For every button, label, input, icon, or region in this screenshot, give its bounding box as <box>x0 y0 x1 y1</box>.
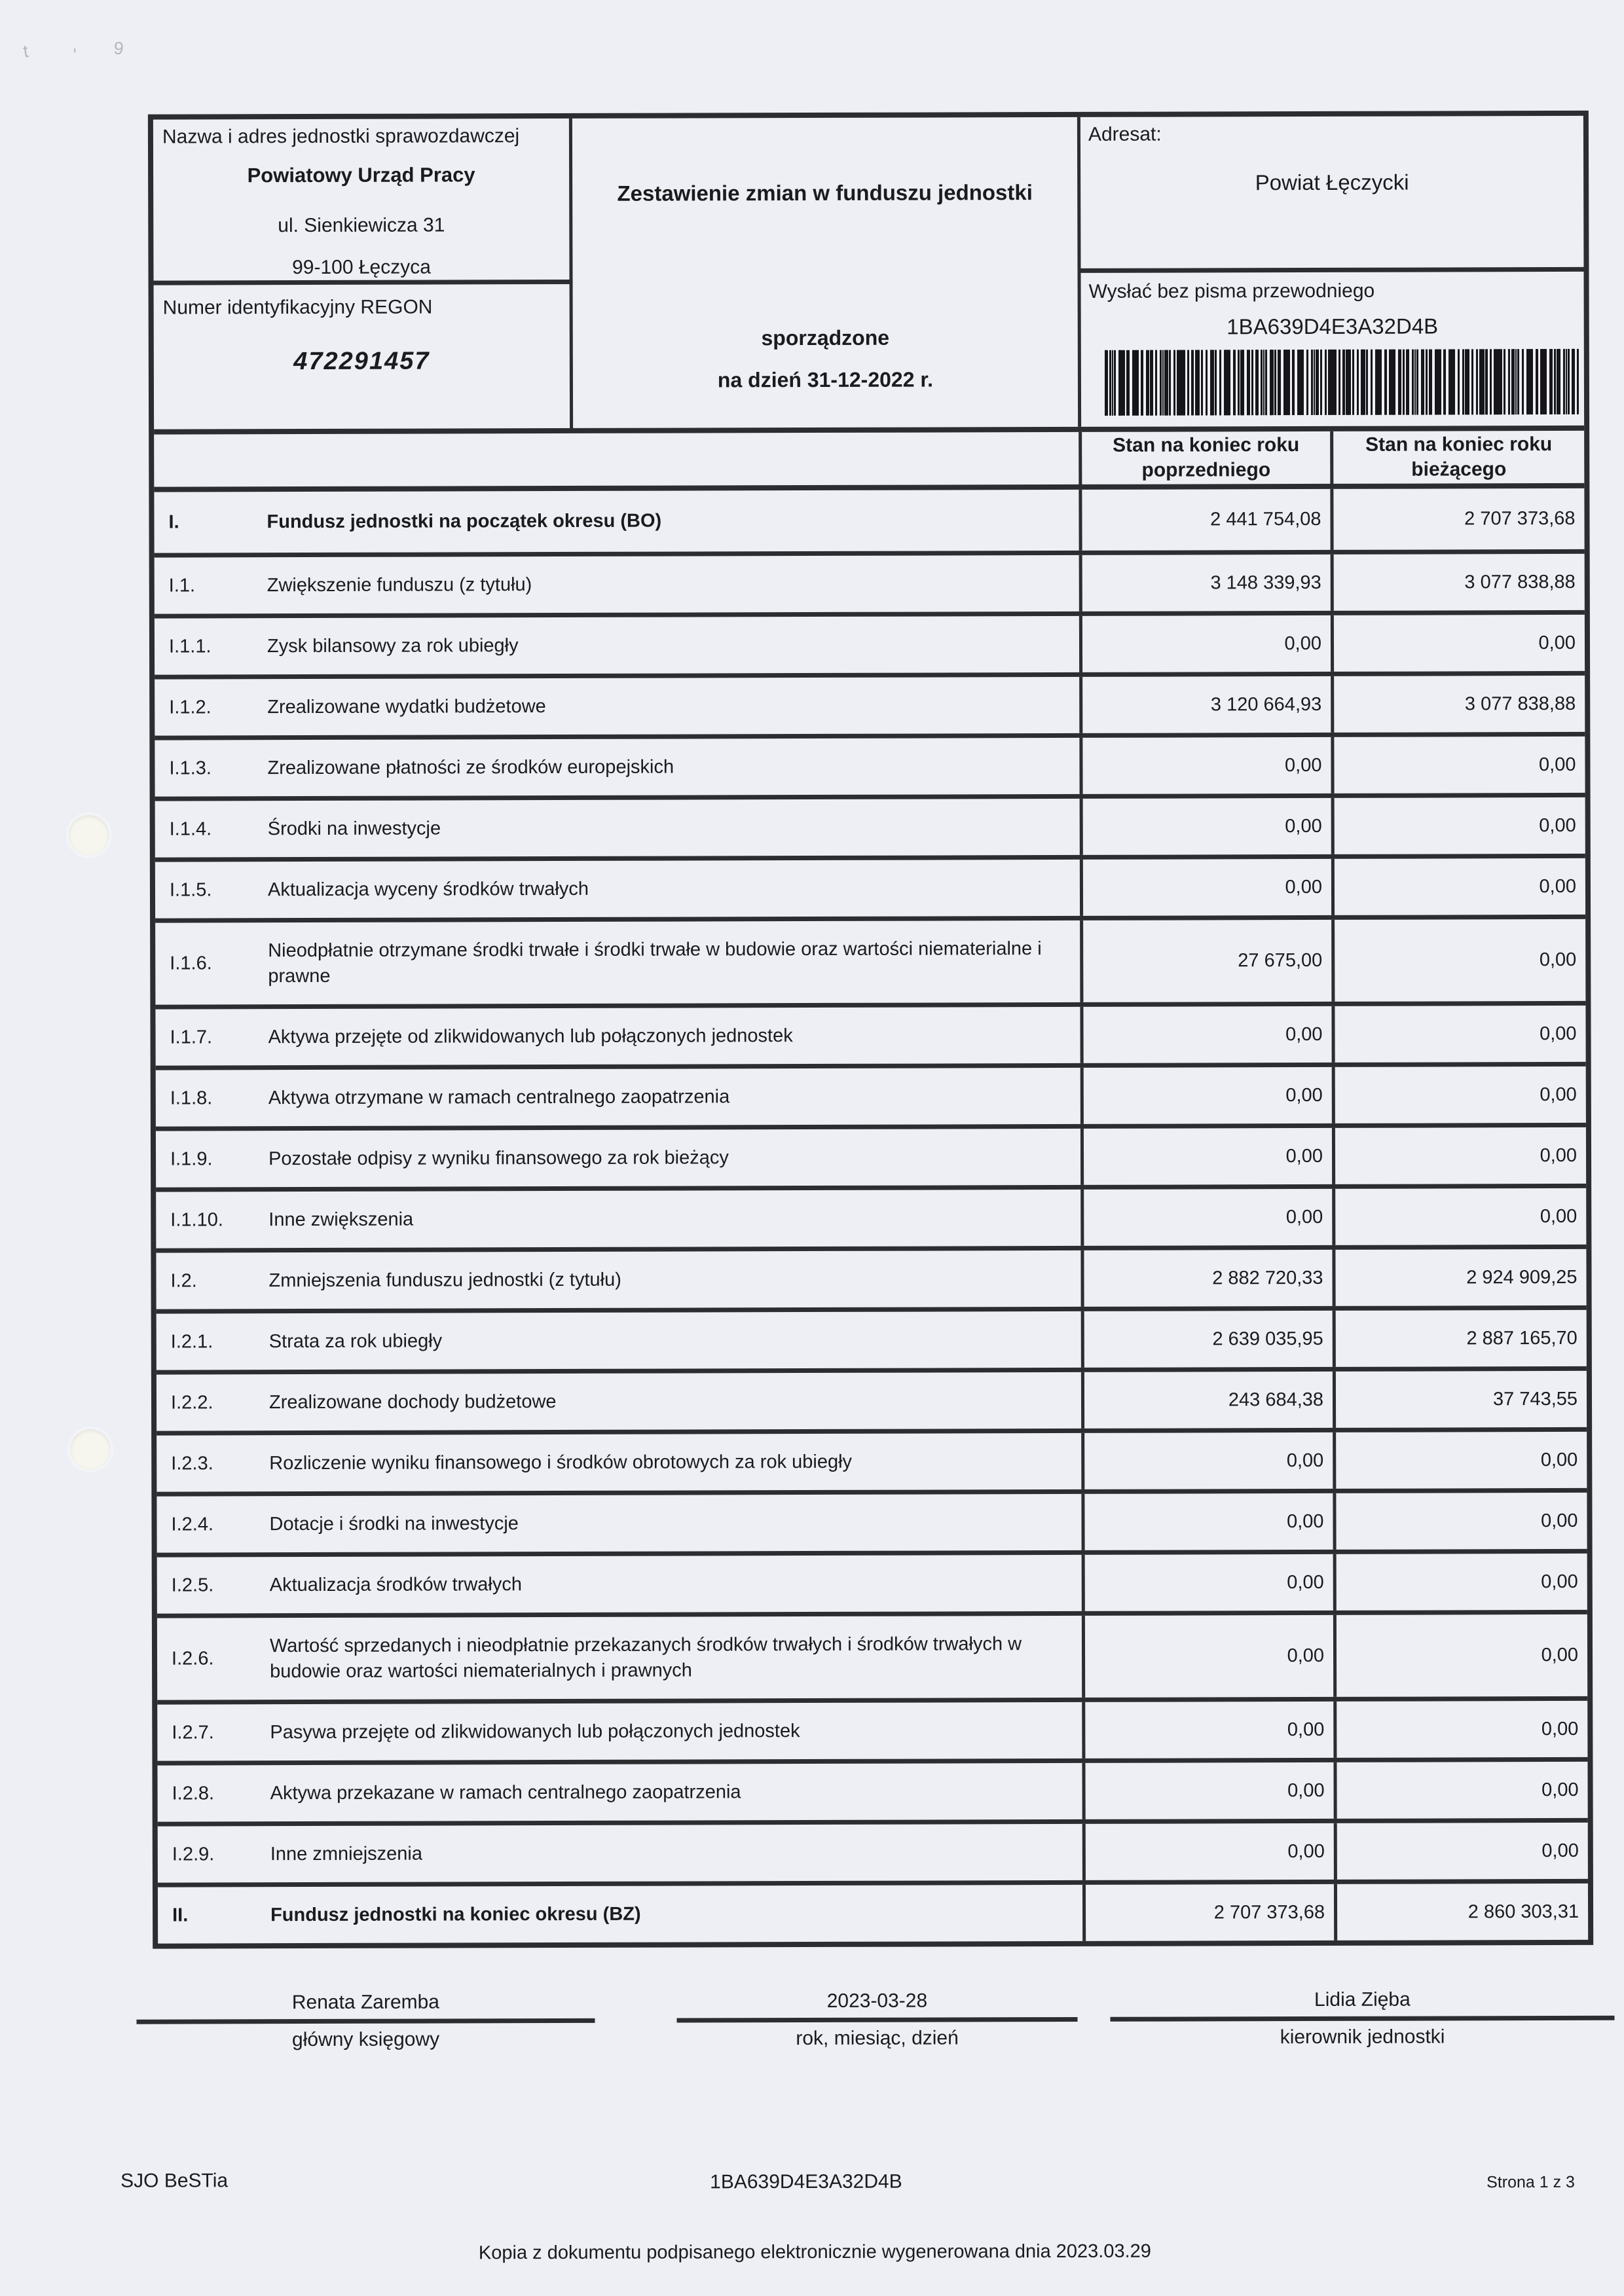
row-value-prev-year: 2 441 754,08 <box>1079 489 1330 551</box>
row-value-curr-year: 0,00 <box>1333 1432 1587 1489</box>
addressee-box <box>1080 116 1584 273</box>
signature-name: Renata Zaremba <box>291 1991 440 2014</box>
table-row <box>157 1488 1587 1553</box>
row-description-cell <box>154 490 1079 553</box>
row-number: I.1.10. <box>170 1209 223 1231</box>
scan-artifact: 9 <box>113 38 125 59</box>
row-number: I.1.5. <box>169 879 212 901</box>
report-subtitle: sporządzone <box>761 325 890 350</box>
row-value-prev-year: 0,00 <box>1080 1128 1332 1185</box>
row-value-curr-year: 2 860 303,31 <box>1334 1884 1588 1941</box>
row-number: I.1.1. <box>168 635 212 657</box>
table-row <box>157 1305 1587 1370</box>
table-row <box>157 1427 1587 1492</box>
row-value-curr-year: 0,00 <box>1333 1701 1587 1758</box>
row-label: Zrealizowane wydatki budżetowe <box>267 695 546 718</box>
row-value-curr-year: 3 077 838,88 <box>1331 676 1585 733</box>
title-box <box>572 117 1081 428</box>
table-row <box>158 1818 1588 1883</box>
row-value-curr-year: 0,00 <box>1333 1554 1587 1611</box>
table-column-headers <box>154 426 1584 487</box>
row-label: Zmniejszenia funduszu jednostki (z tytułu) <box>268 1269 621 1292</box>
row-value-curr-year: 0,00 <box>1333 1762 1587 1819</box>
scan-artifact: ' <box>73 45 77 65</box>
row-label: Zysk bilansowy za rok ubiegły <box>267 635 519 657</box>
row-value-prev-year: 0,00 <box>1082 1823 1334 1880</box>
row-number: I. <box>168 511 179 533</box>
barcode <box>1105 349 1580 416</box>
row-value-prev-year: 0,00 <box>1082 1702 1333 1758</box>
table-row <box>157 1610 1587 1700</box>
signature-role: główny księgowy <box>291 2028 440 2051</box>
row-value-curr-year: 0,00 <box>1332 1066 1586 1123</box>
row-number: I.1.8. <box>170 1087 213 1109</box>
row-value-prev-year: 27 675,00 <box>1080 920 1331 1002</box>
row-number: I.1.3. <box>169 757 212 779</box>
row-number: I.2.1. <box>170 1330 213 1353</box>
row-number: I.2.7. <box>172 1721 214 1743</box>
table-row <box>156 1184 1586 1248</box>
table-row <box>155 610 1585 675</box>
row-value-curr-year: 0,00 <box>1331 919 1585 1002</box>
row-label: Zrealizowane dochody budżetowe <box>268 1391 557 1413</box>
document-code: 1BA639D4E3A32D4B <box>1227 314 1439 339</box>
row-label: Zrealizowane płatności ze środków europejskich <box>267 756 674 779</box>
row-number: I.1.4. <box>169 818 212 840</box>
row-number: I.2. <box>170 1269 197 1292</box>
signature-line <box>1110 2016 1614 2022</box>
row-label: Pasywa przejęte od zlikwidowanych lub połączonych jednostek <box>270 1720 800 1743</box>
row-description-cell <box>155 920 1080 1005</box>
signature-name: Lidia Zięba <box>1314 1988 1411 2011</box>
row-description-cell <box>157 1555 1082 1614</box>
row-number: I.2.6. <box>171 1648 214 1669</box>
row-description-cell <box>155 616 1079 675</box>
regon-number: 472291457 <box>293 347 430 376</box>
row-description-cell <box>155 738 1079 797</box>
row-label: Strata za rok ubiegły <box>268 1330 443 1353</box>
row-value-prev-year: 0,00 <box>1082 1615 1333 1698</box>
table-row <box>155 793 1585 858</box>
row-number: I.1.2. <box>169 696 212 718</box>
column-header-prev-year: Stan na koniec roku poprzedniego <box>1079 431 1330 485</box>
row-number: I.2.8. <box>172 1782 215 1804</box>
table-row <box>157 1757 1587 1822</box>
footer-document-code: 1BA639D4E3A32D4B <box>710 2170 902 2193</box>
row-number: II. <box>172 1904 189 1926</box>
signature-line <box>676 2017 1077 2023</box>
table-row <box>156 1245 1586 1309</box>
row-value-prev-year: 0,00 <box>1081 1493 1333 1550</box>
row-description-cell <box>157 1372 1081 1431</box>
dispatch-note: Wysłać bez pisma przewodniego <box>1088 280 1375 302</box>
row-label: Pozostałe odpisy z wyniku finansowego za rok bieżący <box>268 1147 729 1170</box>
row-value-prev-year: 0,00 <box>1080 1006 1331 1063</box>
signature-name: 2023-03-28 <box>826 1990 928 2012</box>
row-value-curr-year: 2 707 373,68 <box>1330 488 1584 550</box>
row-value-prev-year: 3 120 664,93 <box>1079 676 1331 733</box>
table-row <box>157 1696 1587 1761</box>
row-description-cell <box>157 1311 1081 1370</box>
row-description-cell <box>156 1250 1080 1309</box>
row-value-prev-year: 2 639 035,95 <box>1081 1311 1333 1368</box>
row-value-curr-year: 0,00 <box>1331 797 1585 854</box>
form-header <box>153 116 1584 429</box>
row-label: Inne zwiększenia <box>268 1209 414 1231</box>
signature-role: kierownik jednostki <box>1280 2026 1445 2049</box>
unit-name: Powiatowy Urząd Pracy <box>247 163 475 187</box>
row-value-curr-year: 2 924 909,25 <box>1332 1249 1586 1306</box>
column-header-curr-year: Stan na koniec roku bieżącego <box>1330 431 1584 484</box>
row-number: I.1.7. <box>170 1026 213 1048</box>
unit-city: 99-100 Łęczyca <box>292 256 431 279</box>
table-row <box>154 488 1584 553</box>
row-value-curr-year: 0,00 <box>1332 1188 1586 1245</box>
row-description-cell <box>156 1129 1080 1188</box>
row-description-cell <box>157 1433 1081 1492</box>
row-description-cell <box>156 1190 1080 1248</box>
table-row <box>156 1123 1586 1188</box>
report-title: Zestawienie zmian w funduszu jednostki <box>617 180 1033 206</box>
row-value-prev-year: 243 684,38 <box>1081 1372 1333 1429</box>
row-value-prev-year: 3 148 339,93 <box>1079 555 1331 611</box>
dispatch-box <box>1081 272 1585 422</box>
hole-punch <box>70 1429 111 1470</box>
table-body <box>154 483 1588 1944</box>
regon-box <box>154 284 574 429</box>
row-label: Aktualizacja środków trwałych <box>269 1574 522 1596</box>
row-value-curr-year: 0,00 <box>1331 737 1585 793</box>
row-value-prev-year: 0,00 <box>1080 859 1331 916</box>
row-value-prev-year: 0,00 <box>1079 737 1331 794</box>
row-description-cell <box>157 1702 1082 1761</box>
row-label: Aktywa przejęte od zlikwidowanych lub połączonych jednostek <box>268 1025 793 1048</box>
table-row <box>158 1879 1588 1944</box>
row-number: I.1. <box>168 574 196 596</box>
row-description-cell <box>155 860 1080 919</box>
row-label: Zwiększenie funduszu (z tytułu) <box>267 574 532 596</box>
table-row <box>155 915 1585 1005</box>
row-description-cell <box>155 555 1079 614</box>
hole-punch <box>69 815 109 856</box>
report-date: na dzień 31-12-2022 r. <box>717 367 934 392</box>
table-row <box>155 671 1585 736</box>
table-row <box>157 1549 1587 1614</box>
row-value-curr-year: 0,00 <box>1333 1614 1587 1697</box>
row-label: Inne zmniejszenia <box>270 1843 423 1865</box>
row-description-cell <box>158 1885 1082 1944</box>
row-value-prev-year: 0,00 <box>1080 798 1331 855</box>
row-value-prev-year: 0,00 <box>1079 615 1331 672</box>
unit-street: ul. Sienkiewicza 31 <box>278 214 445 237</box>
row-value-prev-year: 0,00 <box>1080 1189 1332 1246</box>
row-value-prev-year: 2 882 720,33 <box>1080 1250 1332 1307</box>
row-value-curr-year: 0,00 <box>1331 1006 1585 1063</box>
row-number: I.2.3. <box>171 1452 213 1474</box>
row-label: Nieodpłatnie otrzymane środki trwałe i środki trwałe w budowie oraz wartości niematerialne i prawne <box>268 938 1042 987</box>
row-value-prev-year: 0,00 <box>1082 1554 1333 1611</box>
row-value-curr-year: 3 077 838,88 <box>1331 554 1585 611</box>
addressee-name: Powiat Łęczycki <box>1255 170 1409 195</box>
row-number: I.2.4. <box>171 1513 214 1535</box>
report-form <box>148 111 1593 1949</box>
scan-artifact: t <box>22 41 30 62</box>
row-value-curr-year: 37 743,55 <box>1333 1371 1587 1428</box>
row-number: I.1.9. <box>170 1148 213 1170</box>
row-number: I.2.5. <box>171 1574 214 1596</box>
row-label: Fundusz jednostki na początek okresu (BO) <box>267 510 662 533</box>
row-description-cell <box>155 799 1080 858</box>
row-value-curr-year: 0,00 <box>1331 858 1585 915</box>
table-row <box>155 732 1585 797</box>
signature-line <box>136 2018 595 2024</box>
row-number: I.1.6. <box>170 953 212 974</box>
row-description-cell <box>156 1068 1080 1127</box>
row-description-cell <box>157 1763 1082 1822</box>
unit-box-label: Nazwa i adres jednostki sprawozdawczej <box>162 125 520 148</box>
row-description-cell <box>155 1007 1080 1066</box>
table-row <box>157 1366 1587 1431</box>
row-value-prev-year: 0,00 <box>1081 1432 1333 1489</box>
row-description-cell <box>157 1494 1081 1553</box>
addressee-label: Adresat: <box>1088 123 1162 145</box>
row-label: Dotacje i środki na inwestycje <box>269 1513 519 1535</box>
row-number: I.2.2. <box>170 1391 213 1413</box>
row-label: Aktywa przekazane w ramach centralnego zaopatrzenia <box>270 1781 741 1804</box>
row-value-curr-year: 2 887 165,70 <box>1333 1310 1587 1367</box>
row-value-curr-year: 0,00 <box>1334 1823 1588 1880</box>
electronic-copy-note: Kopia z dokumentu podpisanego elektronicznie wygenerowana dnia 2023.03.29 <box>478 2240 1151 2264</box>
table-row <box>155 854 1585 919</box>
row-label: Fundusz jednostki na koniec okresu (BZ) <box>270 1903 641 1926</box>
row-value-prev-year: 0,00 <box>1082 1762 1333 1819</box>
table-row <box>155 549 1585 614</box>
row-label: Rozliczenie wyniku finansowego i środków obrotowych za rok ubiegły <box>269 1451 853 1474</box>
row-label: Aktywa otrzymane w ramach centralnego zaopatrzenia <box>268 1086 730 1109</box>
row-description-cell <box>157 1616 1082 1700</box>
row-value-curr-year: 0,00 <box>1333 1493 1587 1550</box>
table-row <box>155 1001 1585 1066</box>
reporting-unit-box <box>153 118 573 285</box>
row-value-prev-year: 0,00 <box>1080 1067 1332 1124</box>
row-number: I.2.9. <box>172 1843 215 1865</box>
signature-role: rok, miesiąc, dzień <box>796 2027 959 2050</box>
regon-label: Numer identyfikacyjny REGON <box>162 296 433 319</box>
app-name: SJO BeSTia <box>120 2170 229 2192</box>
signature-block-date <box>676 1990 1077 2050</box>
row-description-cell <box>158 1824 1082 1883</box>
row-label: Wartość sprzedanych i nieodpłatnie przekazanych środków trwałych i środków trwałych w budowie oraz wartości niematerialnych i prawnych <box>269 1633 1022 1682</box>
signature-block-manager <box>1110 1988 1614 2049</box>
row-value-curr-year: 0,00 <box>1331 615 1585 672</box>
row-label: Środki na inwestycje <box>267 818 441 840</box>
row-description-cell <box>155 677 1079 736</box>
table-row <box>156 1062 1586 1127</box>
column-header-description <box>154 432 1079 487</box>
row-value-prev-year: 2 707 373,68 <box>1082 1884 1334 1941</box>
signature-block-accountant <box>136 1991 595 2052</box>
page-number: Strona 1 z 3 <box>1486 2172 1575 2192</box>
row-value-curr-year: 0,00 <box>1332 1127 1586 1184</box>
row-label: Aktualizacja wyceny środków trwałych <box>267 878 589 901</box>
